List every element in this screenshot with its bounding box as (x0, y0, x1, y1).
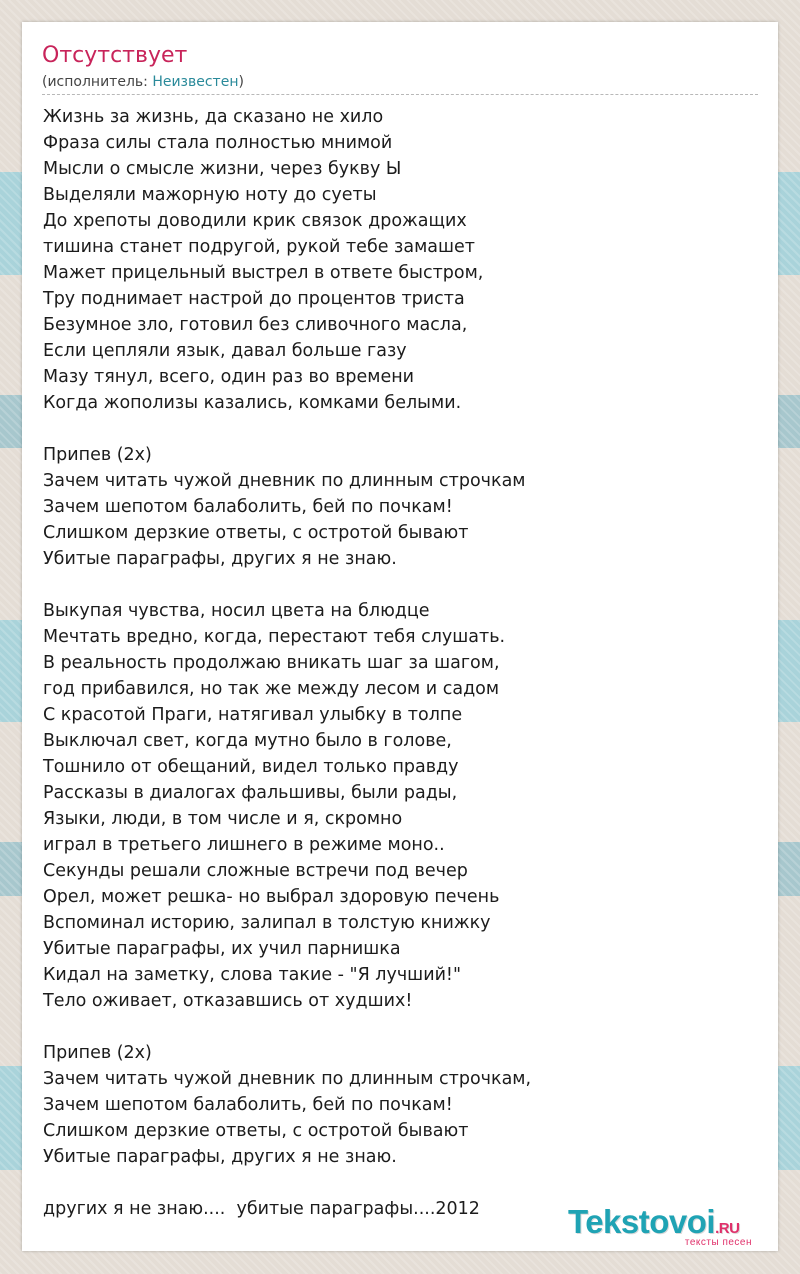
lyric-line: Фраза силы стала полностью мнимой (43, 133, 393, 153)
lyric-line: Мысли о смысле жизни, через букву Ы (43, 159, 402, 179)
lyric-line: Припев (2x) (43, 1043, 152, 1063)
artist-prefix: (исполнитель: (42, 74, 153, 90)
lyric-line: Выключал свет, когда мутно было в голове, (43, 731, 452, 751)
lyric-line: Языки, люди, в том числе и я, скромно (43, 809, 403, 829)
lyric-line: Жизнь за жизнь, да сказано не хило (43, 107, 384, 127)
lyric-line: Безумное зло, готовил без сливочного масла, (43, 315, 468, 335)
lyric-line: Мечтать вредно, когда, перестают тебя слушать. (43, 627, 506, 647)
logo-tld: .RU (715, 1220, 740, 1237)
lyrics-text (43, 104, 763, 1222)
logo-tagline: тексты песен (684, 1237, 752, 1248)
lyric-line: Выкупая чувства, носил цвета на блюдце (43, 601, 430, 621)
stanza-break (43, 1170, 763, 1196)
lyric-line: До хрепоты доводили крик связок дрожащих (43, 211, 467, 231)
lyric-line: С красотой Праги, натягивал улыбку в толпе (43, 705, 463, 725)
lyrics-card (22, 22, 778, 1251)
lyric-line: Секунды решали сложные встречи под вечер (43, 861, 468, 881)
lyric-line: Орел, может решка- но выбрал здоровую печень (43, 887, 500, 907)
lyric-line: Убитые параграфы, других я не знаю. (43, 549, 397, 569)
lyric-line: Мажет прицельный выстрел в ответе быстром, (43, 263, 484, 283)
lyric-line: Вспоминал историю, залипал в толстую книжку (43, 913, 491, 933)
stanza-break (43, 1014, 763, 1040)
logo-name: Tekstovoi (568, 1203, 716, 1240)
lyric-line: Слишком дерзкие ответы, с остротой бывают (43, 523, 469, 543)
lyric-line: В реальность продолжаю вникать шаг за шагом, (43, 653, 500, 673)
lyric-line: тишина станет подругой, рукой тебе замашет (43, 237, 475, 257)
artist-suffix: ) (238, 74, 244, 90)
lyric-line: Выделяли мажорную ноту до суеты (43, 185, 377, 205)
stanza-break (43, 416, 763, 442)
artist-line (42, 72, 244, 92)
lyric-line: Убитые параграфы, других я не знаю. (43, 1147, 397, 1167)
artist-link[interactable]: Неизвестен (152, 74, 239, 90)
lyric-line: других я не знаю.... убитые параграфы....2012 (43, 1199, 480, 1219)
lyric-line: Зачем шепотом балаболить, бей по почкам! (43, 1095, 453, 1115)
lyric-line: играл в третьего лишнего в режиме моно.. (43, 835, 445, 855)
lyric-line: Мазу тянул, всего, один раз во времени (43, 367, 415, 387)
lyric-line: Тело оживает, отказавшись от худших! (43, 991, 413, 1011)
song-title: Отсутствует (42, 43, 188, 68)
lyric-line: Если цепляли язык, давал больше газу (43, 341, 407, 361)
lyric-line: Рассказы в диалогах фальшивы, были рады, (43, 783, 458, 803)
lyric-line: Тру поднимает настрой до процентов триста (43, 289, 465, 309)
lyric-line: Зачем шепотом балаболить, бей по почкам! (43, 497, 453, 517)
title-divider (42, 94, 758, 95)
lyric-line: Кидал на заметку, слова такие - "Я лучший!" (43, 965, 462, 985)
lyric-line: Когда жополизы казались, комками белыми. (43, 393, 462, 413)
lyric-line: год прибавился, но так же между лесом и садом (43, 679, 500, 699)
lyric-line: Убитые параграфы, их учил парнишка (43, 939, 401, 959)
lyric-line: Зачем читать чужой дневник по длинным строчкам, (43, 1069, 532, 1089)
stanza-break (43, 572, 763, 598)
site-logo[interactable] (568, 1204, 774, 1249)
lyric-line: Слишком дерзкие ответы, с остротой бывают (43, 1121, 469, 1141)
lyric-line: Припев (2x) (43, 445, 152, 465)
lyric-line: Зачем читать чужой дневник по длинным строчкам (43, 471, 526, 491)
lyric-line: Тошнило от обещаний, видел только правду (43, 757, 459, 777)
